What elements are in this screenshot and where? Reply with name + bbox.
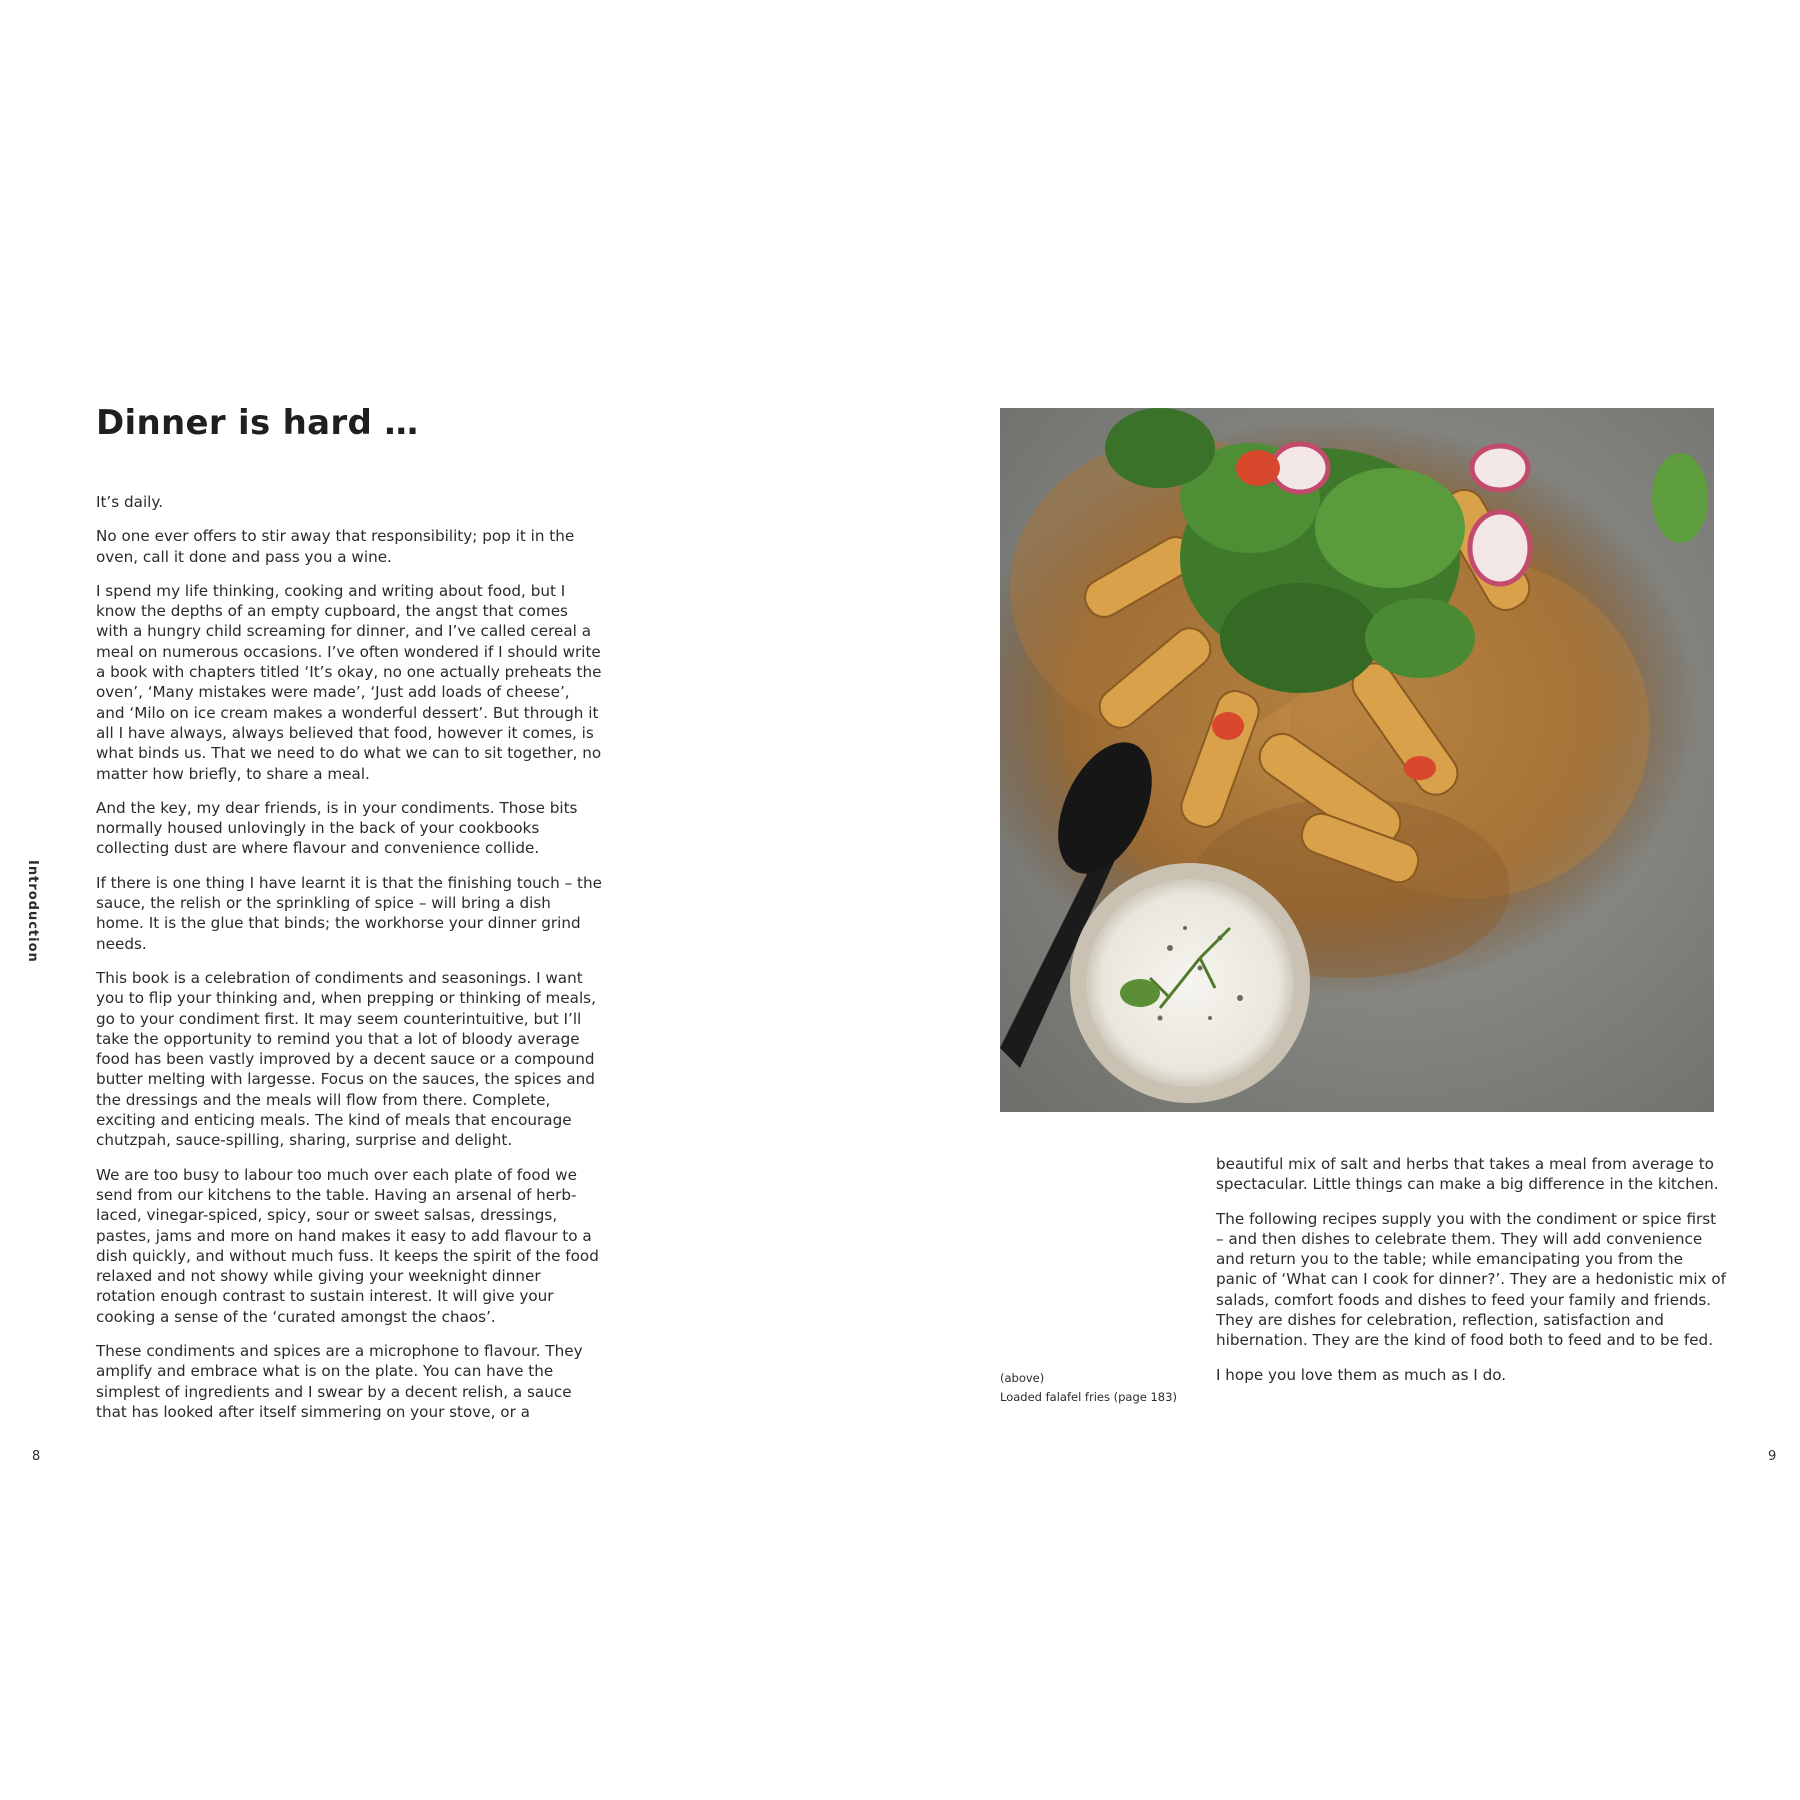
food-photo xyxy=(1000,408,1714,1112)
right-text-column xyxy=(1216,1154,1726,1399)
page-title: Dinner is hard … xyxy=(96,403,419,443)
caption-position: (above) xyxy=(1000,1371,1045,1385)
paragraph: These condiments and spices are a microphone to flavour. They amplify and embrace what is on the plate. You can have the simplest of ingredients and I swear by a decent relish, a sauce that has looked after itself simmering on your stove, or a xyxy=(96,1341,583,1421)
paragraph: The following recipes supply you with the condiment or spice first – and then dishes to celebrate them. They will add convenience and return you to the table; while emancipating you from the panic of ‘What can I cook for dinner?’. They are a hedonistic mix of salads, comfort foods and dishes to feed your family and friends. They are dishes for celebration, reflection, satisfaction and hibernation. They are the kind of food both to feed and to be fed. xyxy=(1216,1209,1726,1350)
section-label: Introduction xyxy=(25,860,40,963)
paragraph: And the key, my dear friends, is in your condiments. Those bits normally housed unlovingly in the back of your cookbooks collecting dust are where flavour and convenience collide. xyxy=(96,798,578,858)
coriander-leaf xyxy=(1120,979,1160,1007)
caption-title: Loaded falafel fries (page 183) xyxy=(1000,1390,1177,1404)
paragraph: beautiful mix of salt and herbs that takes a meal from average to spectacular. Little things can make a big difference in the kitchen. xyxy=(1216,1155,1719,1194)
paragraph: This book is a celebration of condiments and seasonings. I want you to flip your thinking and, when prepping or thinking of meals, go to your condiment first. It may seem counterintuitive, but I’ll take the opportunity to remind you that a lot of bloody average food has been vastly improved by a decent sauce or a compound butter melting with largesse. Focus on the sauces, the spices and the dressings and the meals will flow from there. Complete, exciting and enticing meals. The kind of meals that encourage chutzpah, sauce-spilling, sharing, surprise and delight. xyxy=(96,968,596,1150)
paragraph: We are too busy to labour too much over each plate of food we send from our kitchens to the table. Having an arsenal of herb-laced, vinegar-spiced, spicy, sour or sweet salsas, dressings, pastes, jams and more on hand makes it easy to add flavour to a dish quickly, and without much fuss. It keeps the spirit of the food relaxed and not showy while giving your weeknight dinner rotation enough contrast to sustain interest. It will give your cooking a sense of the ‘curated amongst the chaos’. xyxy=(96,1165,599,1326)
page-number-right: 9 xyxy=(1768,1449,1777,1464)
photo-caption xyxy=(1000,1369,1210,1407)
page-number-left: 8 xyxy=(32,1449,41,1464)
paragraph: It’s daily. xyxy=(96,493,164,511)
paragraph: If there is one thing I have learnt it is that the finishing touch – the sauce, the relish or the sprinkling of spice – will bring a dish home. It is the glue that binds; the workhorse your dinner grind needs. xyxy=(96,873,602,953)
left-text-column xyxy=(96,492,602,1436)
paragraph: I hope you love them as much as I do. xyxy=(1216,1365,1507,1384)
food-photo-illustration xyxy=(1000,408,1714,1112)
paragraph: No one ever offers to stir away that responsibility; pop it in the oven, call it done and pass you a wine. xyxy=(96,527,575,566)
paragraph: I spend my life thinking, cooking and writing about food, but I know the depths of an empty cupboard, the angst that comes with a hungry child screaming for dinner, and I’ve called cereal a meal on numerous occasions. I’ve often wondered if I should write a book with chapters titled ‘It’s okay, no one actually preheats the oven’, ‘Many mistakes were made’, ‘Just add loads of cheese’, and ‘Milo on ice cream makes a wonderful dessert’. But through it all I have always, always believed that food, however it comes, is what binds us. That we need to do what we can to sit together, no matter how briefly, to share a meal. xyxy=(96,581,602,783)
